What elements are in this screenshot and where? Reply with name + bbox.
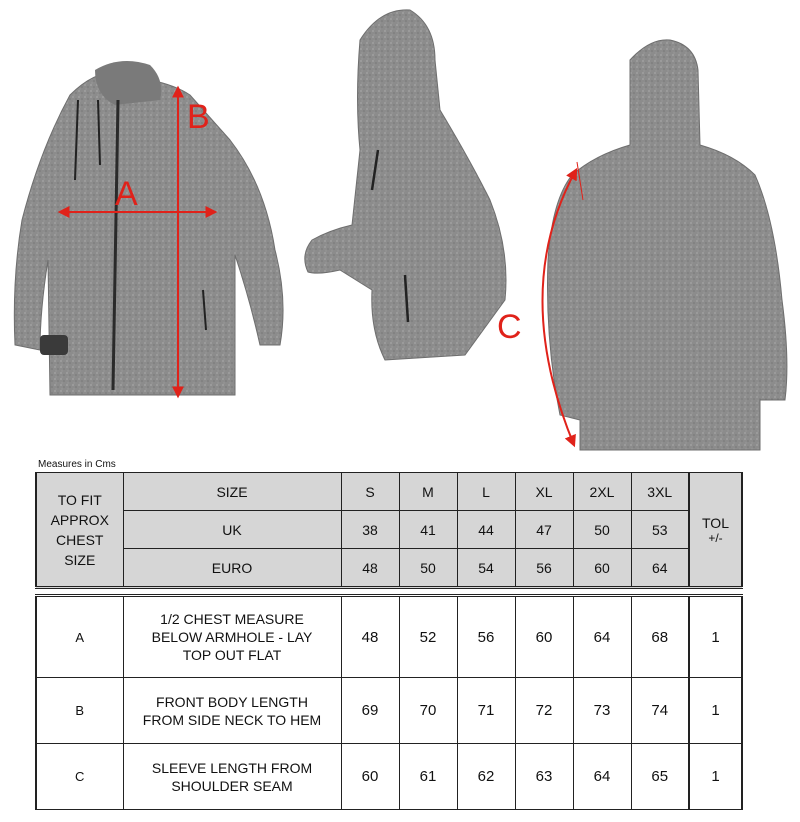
tol-label: TOL	[702, 514, 729, 531]
row-value: 72	[515, 678, 573, 744]
size-header: XL	[515, 473, 573, 511]
size-header: 3XL	[631, 473, 689, 511]
label-a: A	[115, 175, 138, 213]
uk-row	[36, 511, 742, 549]
euro-value: 48	[341, 549, 399, 588]
back-view-hoodie	[548, 40, 787, 450]
row-description: 1/2 CHEST MEASURE BELOW ARMHOLE - LAY TOP OUT FLAT	[123, 596, 341, 678]
row-code: B	[36, 678, 123, 744]
row-value: 63	[515, 744, 573, 810]
row-value: 71	[457, 678, 515, 744]
size-row	[36, 473, 742, 511]
row-value: 60	[515, 596, 573, 678]
fit-label-line: TO FIT	[57, 491, 102, 508]
row-tolerance: 1	[689, 678, 742, 744]
tol-label-cell	[689, 473, 742, 588]
row-value: 68	[631, 596, 689, 678]
row-value: 64	[573, 596, 631, 678]
euro-value: 64	[631, 549, 689, 588]
measures-note: Measures in Cms	[38, 459, 116, 470]
euro-value: 60	[573, 549, 631, 588]
uk-label: UK	[123, 511, 341, 549]
tol-label-sign: +/-	[708, 530, 723, 545]
row-value: 73	[573, 678, 631, 744]
measure-row-a	[36, 596, 742, 678]
row-tolerance: 1	[689, 744, 742, 810]
euro-value: 50	[399, 549, 457, 588]
row-description: FRONT BODY LENGTH FROM SIDE NECK TO HEM	[123, 678, 341, 744]
table-divider	[36, 588, 742, 596]
size-header: L	[457, 473, 515, 511]
size-label: SIZE	[123, 473, 341, 511]
size-header: M	[399, 473, 457, 511]
label-b: B	[187, 98, 210, 136]
fit-label-cell	[36, 473, 123, 588]
measure-row-b	[36, 678, 742, 744]
row-value: 64	[573, 744, 631, 810]
euro-label: EURO	[123, 549, 341, 588]
fit-label-line: APPROX	[50, 511, 109, 528]
uk-value: 53	[631, 511, 689, 549]
row-value: 62	[457, 744, 515, 810]
side-view-hoodie	[305, 10, 506, 360]
row-tolerance: 1	[689, 596, 742, 678]
uk-value: 41	[399, 511, 457, 549]
row-description: SLEEVE LENGTH FROM SHOULDER SEAM	[123, 744, 341, 810]
size-header: 2XL	[573, 473, 631, 511]
row-value: 56	[457, 596, 515, 678]
row-value: 48	[341, 596, 399, 678]
uk-value: 38	[341, 511, 399, 549]
row-code: A	[36, 596, 123, 678]
euro-value: 54	[457, 549, 515, 588]
fit-label-line: CHEST	[56, 531, 104, 548]
uk-value: 44	[457, 511, 515, 549]
euro-row	[36, 549, 742, 588]
size-header: S	[341, 473, 399, 511]
row-value: 69	[341, 678, 399, 744]
row-value: 74	[631, 678, 689, 744]
row-code: C	[36, 744, 123, 810]
row-value: 70	[399, 678, 457, 744]
fit-label-line: SIZE	[64, 551, 96, 568]
row-value: 65	[631, 744, 689, 810]
measure-row-c	[36, 744, 742, 810]
label-c: C	[497, 308, 522, 346]
row-value: 61	[399, 744, 457, 810]
front-view-hoodie	[14, 61, 283, 395]
uk-value: 47	[515, 511, 573, 549]
row-value: 52	[399, 596, 457, 678]
euro-value: 56	[515, 549, 573, 588]
uk-value: 50	[573, 511, 631, 549]
size-table	[35, 472, 743, 810]
row-value: 60	[341, 744, 399, 810]
